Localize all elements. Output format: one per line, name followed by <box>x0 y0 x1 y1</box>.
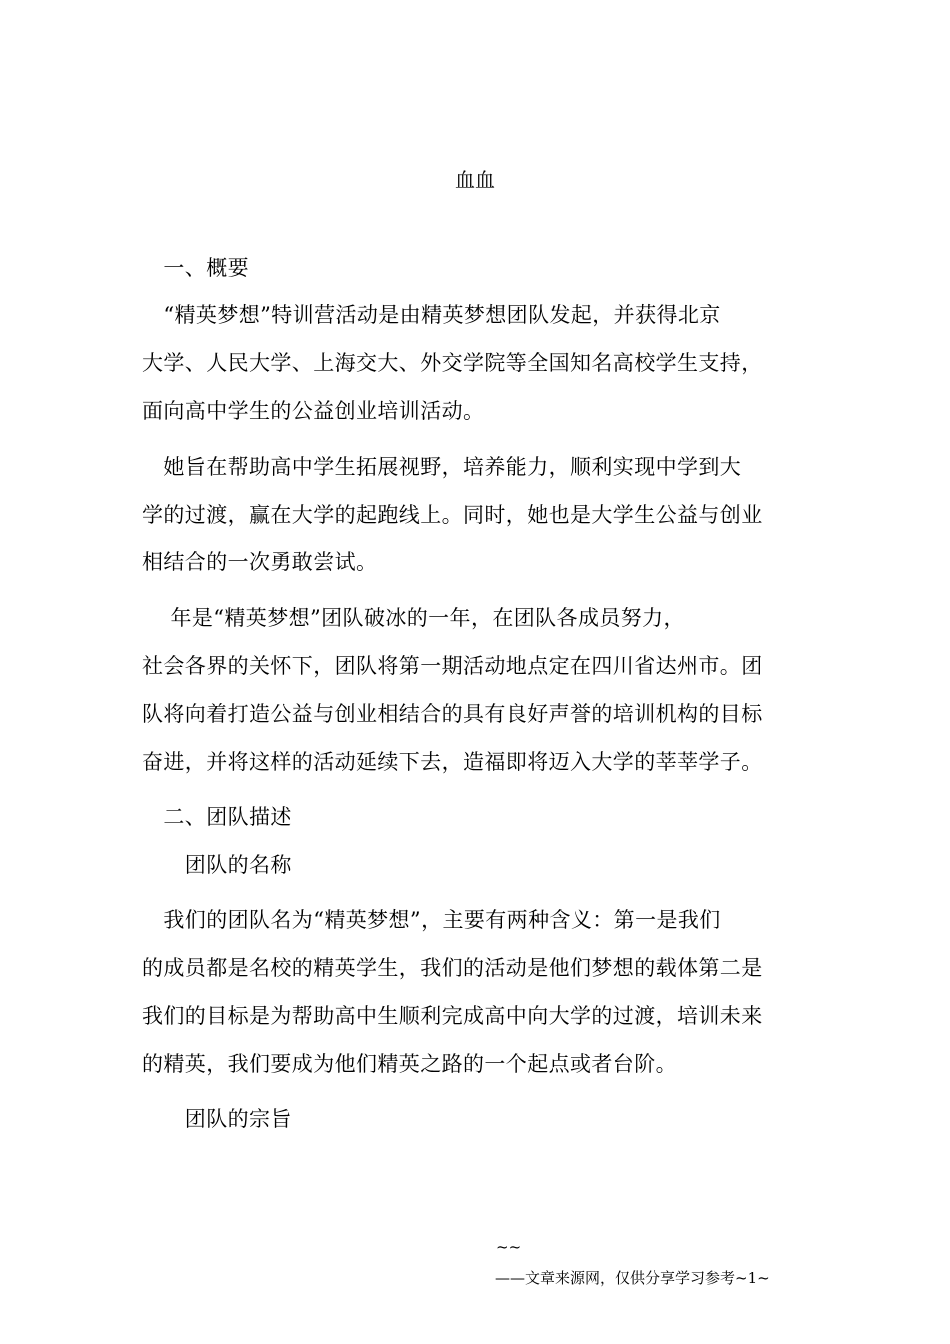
paragraph-line: 相结合的一次勇敢尝试。 <box>142 550 378 574</box>
subheading-team-purpose: 团队的宗旨 <box>142 1107 292 1131</box>
section-heading-team: 二、团队描述 <box>142 805 292 829</box>
paragraph-line: 奋进，并将这样的活动延续下去，造福即将迈入大学的莘莘学子。 <box>142 750 763 774</box>
paragraph-line: 的精英，我们要成为他们精英之路的一个起点或者台阶。 <box>142 1052 677 1076</box>
paragraph-line: 我们的团队名为“精英梦想”，主要有两种含义：第一是我们 <box>142 908 721 932</box>
footer-tilde: ~~ <box>496 1238 522 1256</box>
paragraph-line: 面向高中学生的公益创业培训活动。 <box>142 399 485 423</box>
paragraph-line: 大学、人民大学、上海交大、外交学院等全国知名高校学生支持， <box>142 351 763 375</box>
page-header-mark: 血血 <box>455 168 495 192</box>
subheading-team-name: 团队的名称 <box>142 853 292 877</box>
paragraph-line: 学的过渡，赢在大学的起跑线上。同时，她也是大学生公益与创业 <box>142 503 763 527</box>
paragraph-line: 她旨在帮助高中学生拓展视野，培养能力，顺利实现中学到大 <box>142 455 742 479</box>
paragraph-line: 队将向着打造公益与创业相结合的具有良好声誉的培训机构的目标 <box>142 702 763 726</box>
paragraph-line: 年是“精英梦想”团队破冰的一年，在团队各成员努力， <box>142 606 685 630</box>
paragraph-line: 社会各界的关怀下，团队将第一期活动地点定在四川省达州市。团 <box>142 654 763 678</box>
paragraph-line: 的成员都是名校的精英学生，我们的活动是他们梦想的载体第二是 <box>142 956 763 980</box>
paragraph-line: “精英梦想”特训营活动是由精英梦想团队发起，并获得北京 <box>142 303 721 327</box>
footer-source-note: ——文章来源网，仅供分享学习参考~1~ <box>495 1269 770 1287</box>
section-heading-overview: 一、概要 <box>142 256 249 280</box>
paragraph-line: 我们的目标是为帮助高中生顺利完成高中向大学的过渡，培训未来 <box>142 1004 763 1028</box>
